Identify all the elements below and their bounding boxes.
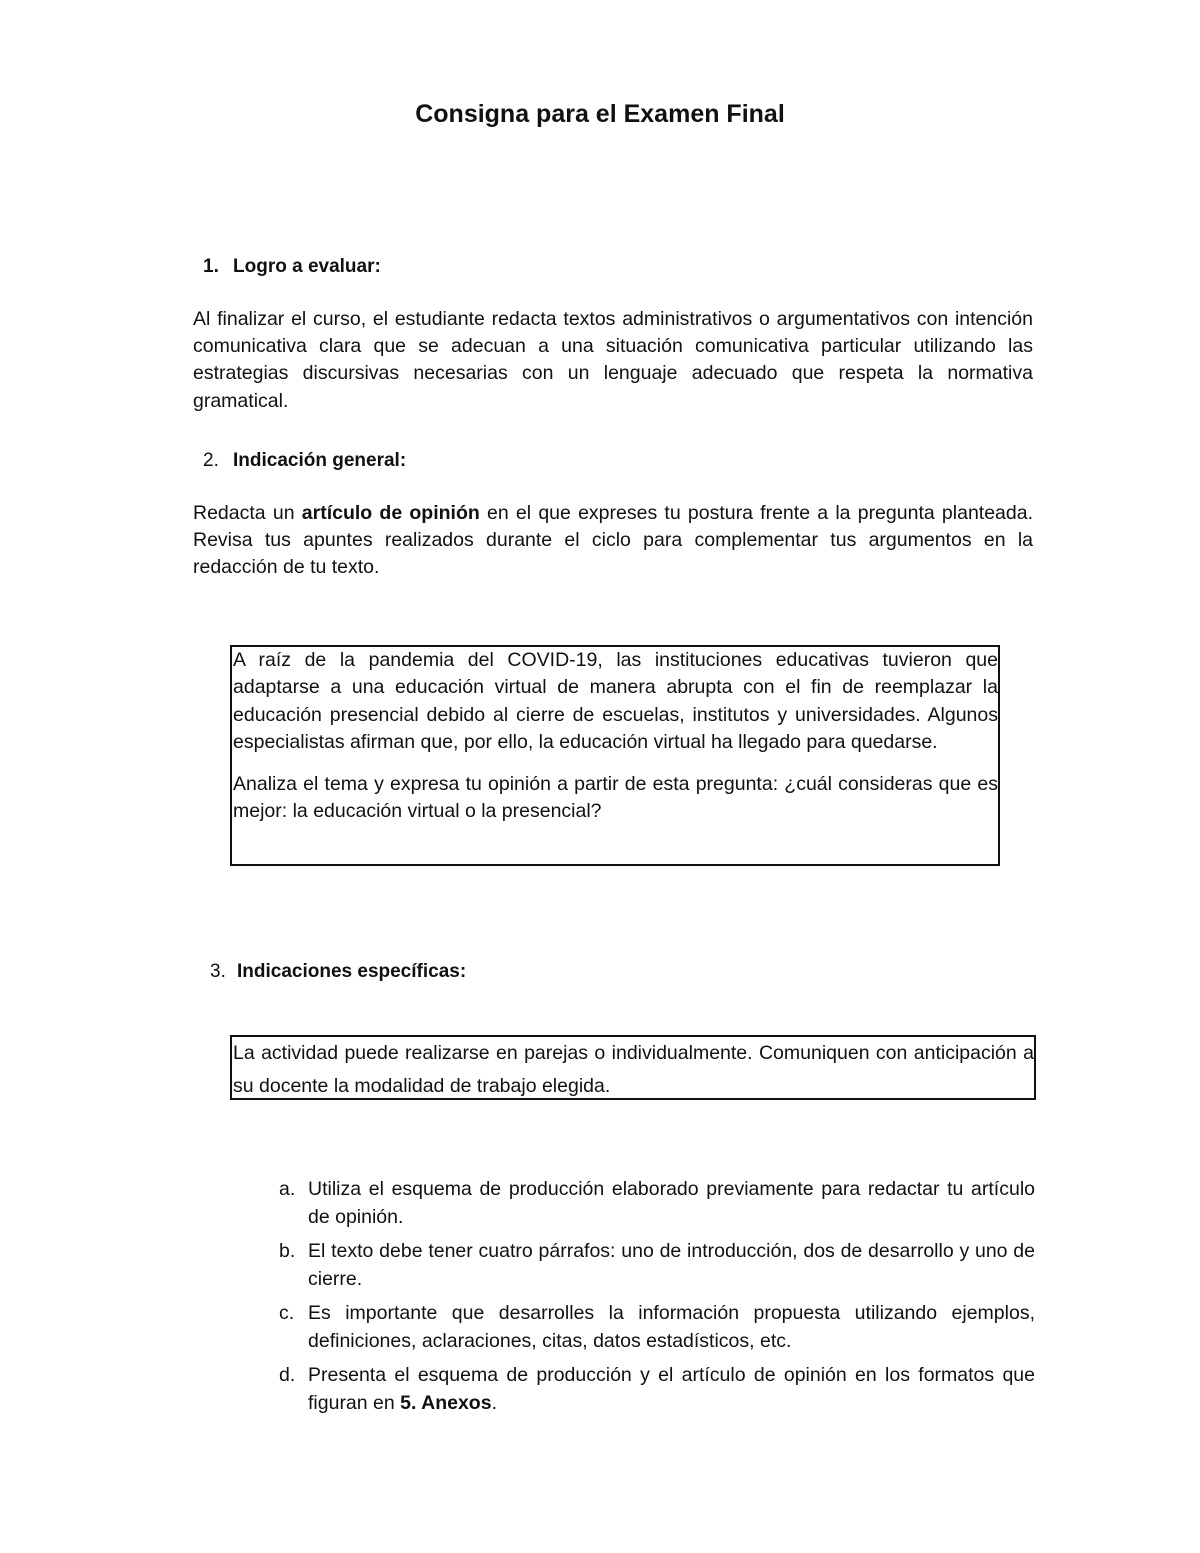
section-2-number: 2.	[203, 450, 219, 471]
section-2-text-bold: artículo de opinión	[301, 502, 480, 524]
section-1-paragraph: Al finalizar el curso, el estudiante redacta textos administrativos o argumentativos con intención comunicativa clara que se adecuan a una situación comunicativa particular utilizando las estrategias discursivas necesarias con un lenguaje adecuado que respeta la normativa gramatical.	[193, 308, 1033, 412]
section-1-label: Logro a evaluar:	[233, 256, 381, 277]
question-box-context: A raíz de la pandemia del COVID-19, las instituciones educativas tuvieron que adaptarse a una educación virtual de manera abrupta con el fin de reemplazar la educación presencial debido al cierre de escuelas, institutos y universidades. Algunos especialistas afirman que, por ello, la educación virtual ha llegado para quedarse.	[233, 649, 998, 753]
question-box-prompt: Analiza el tema y expresa tu opinión a partir de esta pregunta: ¿cuál consideras que es mejor: la educación virtual o la presencial?	[233, 773, 998, 823]
section-1-number: 1.	[203, 256, 219, 277]
specific-instructions-list	[275, 1175, 1035, 1423]
section-3-label: Indicaciones específicas:	[237, 961, 467, 982]
list-item	[275, 1361, 1035, 1417]
list-item-text	[308, 1364, 1035, 1414]
activity-box-text: La actividad puede realizarse en parejas o individualmente. Comuniquen con anticipación a su docente la modalidad de trabajo elegida.	[233, 1042, 1034, 1097]
activity-box	[230, 1035, 1036, 1100]
list-item-text: El texto debe tener cuatro párrafos: uno de introducción, dos de desarrollo y uno de cierre.	[308, 1240, 1035, 1290]
list-item	[275, 1237, 1035, 1293]
section-3-number: 3.	[210, 961, 226, 982]
list-item-marker: d.	[279, 1364, 296, 1386]
page-title: Consigna para el Examen Final	[415, 100, 785, 128]
list-item-marker: b.	[279, 1240, 296, 1262]
section-2-label: Indicación general:	[233, 450, 407, 471]
list-item-text-start: Presenta el esquema de producción y el artículo de opinión en los formatos que figuran en	[308, 1364, 1035, 1414]
list-item-text: Es importante que desarrolles la información propuesta utilizando ejemplos, definiciones, aclaraciones, citas, datos estadísticos, etc.	[308, 1302, 1035, 1352]
annex-reference: 5. Anexos	[400, 1392, 492, 1414]
list-item-marker: a.	[279, 1178, 296, 1200]
section-1-heading	[203, 254, 381, 280]
list-item	[275, 1175, 1035, 1231]
section-2-heading	[203, 448, 406, 474]
list-item-marker: c.	[279, 1302, 295, 1324]
section-2-text-start: Redacta un	[193, 502, 302, 524]
question-box	[230, 645, 1000, 866]
list-item-text-end: .	[491, 1392, 497, 1414]
section-2-paragraph	[193, 500, 1033, 582]
list-item-text: Utiliza el esquema de producción elaborado previamente para redactar tu artículo de opinión.	[308, 1178, 1035, 1228]
list-item	[275, 1299, 1035, 1355]
section-3-heading	[210, 959, 466, 985]
section-2-text-end: en el que expreses tu postura frente a la pregunta planteada. Revisa tus apuntes realizados durante el ciclo para complementar tus argumentos en la redacción de tu texto.	[193, 502, 1034, 579]
